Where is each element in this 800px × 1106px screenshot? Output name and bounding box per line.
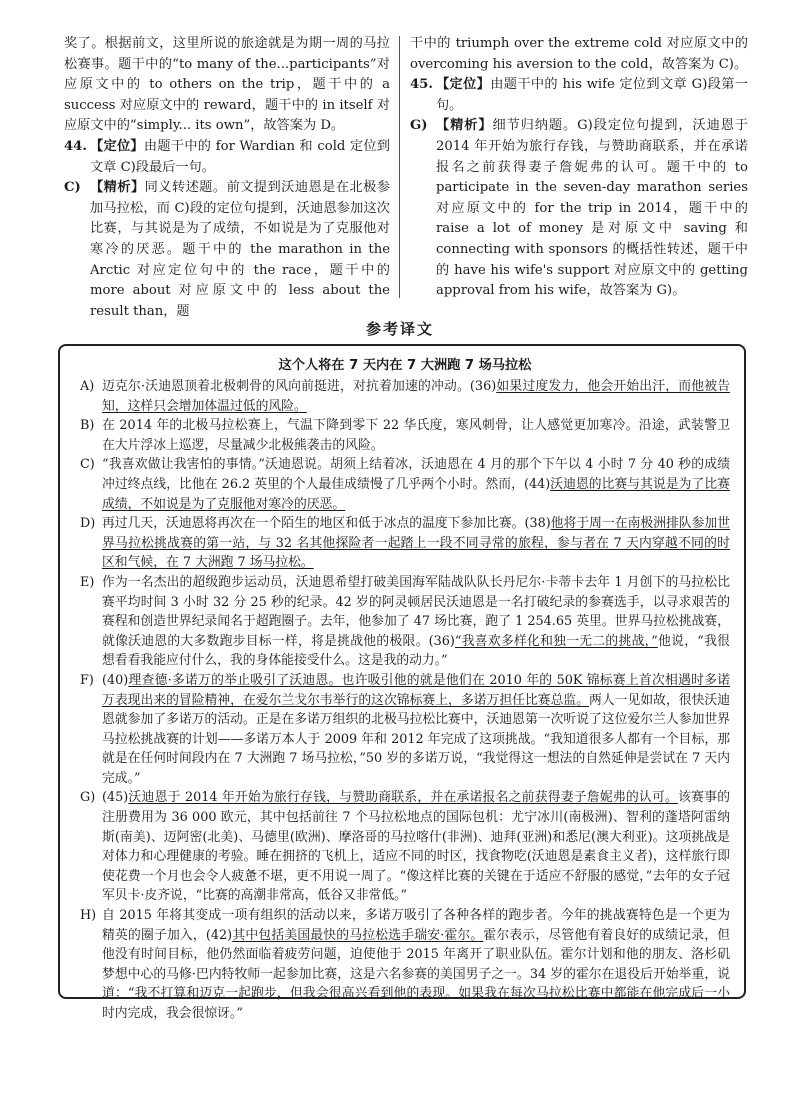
underlined-text: 沃迪恩的比赛与其说是为了比赛成绩，不如说是为了克服他对寒冷的厌恶。 (102, 476, 730, 512)
left-column (64, 34, 390, 322)
paragraph-text: 自 2015 年将其变成一项有组织的活动以来，多诺万吸引了各种各样的跑步者。今年的挑战赛特色是一个更为精英的圈子加入，(42) (102, 908, 730, 943)
paragraph-label: C) (80, 457, 95, 473)
column-divider (399, 36, 400, 298)
paragraph-text: 再过几天，沃迪恩将再次在一个陌生的地区和低于冰点的温度下参加比赛。(38) (102, 516, 551, 532)
paragraph-text: 两人一见如故，很快沃迪恩就参加了多诺万的活动。正是在多诺万组织的北极马拉松比赛中，沃迪恩第一次听说了这位爱尔兰人参加世界马拉松挑战赛的计划——多诺万本人于 2009 年和 2012 年完成了这项挑战。“我知道很多人都有一个目标，那就是在任何时间段内在 7 大洲跑 7 场马拉松，”50 岁的多诺万说，“我觉得这一想法的自然延伸是尝试在 7 天内完成。” (102, 692, 731, 786)
question-45-locate-text: 由题干中的 his wife 定位到文章 G)段第一句。 (436, 77, 748, 113)
question-44-analysis-text: 同义转述题。前文提到沃迪恩是在北极参加马拉松，而 C)段的定位句提到，沃迪恩参加这次比赛，与其说是为了成绩，不如说是为了克服他对寒冷的厌恶。题干中的 the marathon in the Arctic 对应定位句中的 the race，题干中的 more about 对应原文中的 less about the result than，题 (90, 180, 391, 319)
locate-tag: 【定位】 (436, 77, 491, 93)
question-44-locate (64, 137, 390, 178)
paragraph-text: (45) (102, 790, 129, 806)
paragraph-text: “我喜欢做让我害怕的事情。”沃迪恩说。胡须上结着冰，沃迪恩在 4 月的那个下午以 4 小时 7 分 40 秒的成绩冲过终点线，比他在 26.2 英里的个人最佳成绩慢了几乎两个小时。然而，(44) (102, 457, 730, 492)
paragraph-text: 作为一名杰出的超级跑步运动员，沃迪恩希望打破美国海军陆战队队长丹尼尔·卡蒂卡去年 1 月创下的马拉松比赛平均时间 3 小时 32 分 25 秒的纪录。42 岁的阿灵顿居民沃迪恩是一名打破纪录的参赛选手，以寻求艰苦的赛程和创造世界纪录闻名于超跑圈子。去年，他参加了 47 场比赛，跑了 1 254.65 英里。世界马拉松挑战赛，就像沃迪恩的大多数跑步目标一样，将是挑战他的极限。(36) (102, 574, 730, 649)
question-45-answer: G) (410, 118, 428, 134)
translation-paragraph (80, 788, 730, 906)
paragraph-text: 迈克尔·沃迪恩顶着北极刺骨的风向前挺进，对抗着加速的冲动。(36) (102, 379, 497, 394)
question-45-number: 45. (410, 77, 433, 93)
right-column (410, 34, 748, 302)
translation-paragraph (80, 906, 730, 1024)
paragraph-label: D) (80, 516, 96, 532)
paragraph-text: 在 2014 年的北极马拉松赛上，气温下降到零下 22 华氏度，寒风刺骨，让人感觉更加寒冷。沿途，武装警卫在大片浮冰上巡逻，尽量减少北极熊袭击的风险。 (102, 418, 730, 453)
question-44-locate-text: 由题干中的 for Wardian 和 cold 定位到文章 C)段最后一句。 (90, 138, 390, 175)
translation-box (58, 344, 746, 1021)
translation-paragraph (80, 455, 730, 514)
underlined-text: 理查德·多诺万的举止吸引了沃迪恩。也许吸引他的就是他们在 2010 年的 50K 锦标赛上首次相遇时多诺万表现出来的冒险精神，在爱尔兰戈尔韦举行的这次锦标赛上，多诺万担任比赛总监。 (102, 672, 730, 708)
locate-tag: 【定位】 (90, 138, 144, 154)
question-45-analysis (410, 116, 748, 301)
translation-paragraph (80, 671, 730, 789)
question-44-number: 44. (64, 138, 87, 154)
paragraph-text: 霍尔表示，尽管他有着良好的成绩记录，但他没有时间目标，他仍然面临着疲劳问题，迫使他于 2015 年离开了职业队伍。霍尔计划和他的朋友、洛杉矶梦想中心的马修·巴内特牧师一起参加比赛，这是六名参赛的美国男子之一。34 岁的霍尔在退役后开始举重，说道：“我不打算和迈克一起跑步，但我会很高兴看到他的表现。如果我在每次马拉松比赛中都能在他完成后一小时内完成，我会很惊讶。” (102, 927, 731, 1021)
question-45-locate (410, 75, 748, 116)
translation-paragraph (80, 573, 730, 671)
paragraph-label: F) (80, 672, 94, 688)
translation-paragraph (80, 416, 730, 455)
question-44-analysis (64, 178, 390, 322)
analysis-tag: 【精析】 (90, 180, 145, 196)
paragraph-label: E) (80, 574, 95, 590)
section-heading: 参考译文 (365, 320, 434, 338)
underlined-text: “我喜欢多样化和独一无二的挑战，” (454, 633, 658, 649)
paragraph-label: G) (80, 790, 96, 806)
question-44-answer: C) (64, 180, 81, 196)
paragraph-text: 该赛事的注册费用为 36 000 欧元，其中包括前往 7 个马拉松地点的国际包机：尤宁冰川(南极洲)、智利的蓬塔阿雷纳斯(南美)、迈阿密(北美)、马德里(欧洲)、摩洛哥的马拉喀什(非洲)、迪拜(亚洲)和悉尼(澳大利亚)。这项挑战是对体力和心理健康的考验。睡在拥挤的飞机上，适应不同的时区，找食物吃(沃迪恩是素食主义者)，这样旅行即使花费一个月也会令人疲惫不堪，更不用说一周了。“像这样比赛的关键在于适应不舒服的感觉，”去年的女子冠军贝卡·皮齐说，“比赛的高潮非常高，低谷又非常低。” (102, 790, 731, 904)
underlined-text: 他将于周一在南极洲排队参加世界马拉松挑战赛的第一站，与 32 名其他探险者一起踏上一段不同寻常的旅程，参与者在 7 天内穿越不同的时区和气候，在 7 大洲跑 7 场马拉松。 (102, 516, 731, 571)
underlined-text: 如果过度发力，他会开始出汗，而他被告知，这样只会增加体温过低的风险。 (102, 379, 730, 414)
paragraph-label: H) (80, 908, 97, 924)
left-intro-text: 奖了。根据前文，这里所说的旅途就是为期一周的马拉松赛事。题干中的“to many of the...participants”对应原文中的 to others on the trip，题干中的 a success 对应原文中的 reward，题干中的 in itself 对应原文中的“simply... its own”，故答案为 D。 (64, 36, 390, 134)
underlined-text: 其中包括美国最快的马拉松选手瑞安·霍尔。 (232, 927, 484, 943)
paragraph-text: (40) (102, 672, 129, 688)
right-continued-text: 干中的 triumph over the extreme cold 对应原文中的 overcoming his aversion to the cold，故答案为 C)。 (410, 36, 748, 72)
translation-paragraph (80, 377, 730, 416)
paragraph-label: A) (80, 379, 95, 394)
underlined-text: 沃迪恩于 2014 年开始为旅行存钱，与赞助商联系，并在承诺报名之前获得妻子詹妮弗的认可。 (128, 790, 679, 806)
paragraph-label: B) (80, 418, 95, 434)
question-45-analysis-text: 细节归纳题。G)段定位句提到，沃迪恩于 2014 年开始为旅行存钱，与赞助商联系，并在承诺报名之前获得妻子詹妮弗的认可。题干中的 to participate in the seven-day marathon series 对应原文中的 for the trip in 2014，题干中的 raise a lot of money 是对原文中 saving 和 connecting with sponsors 的概括性转述，题干中的 have his wife's support 对应原文中的 getting approval from his wife，故答案为 G)。 (436, 118, 749, 299)
analysis-tag: 【精析】 (436, 118, 493, 134)
paragraph-text: 他说，“我很想看看我能应付什么，我的身体能接受什么。这是我的动力。” (102, 633, 730, 669)
translation-paragraph (80, 514, 730, 573)
translation-title: 这个人将在 7 天内在 7 大洲跑 7 场马拉松 (278, 358, 532, 373)
